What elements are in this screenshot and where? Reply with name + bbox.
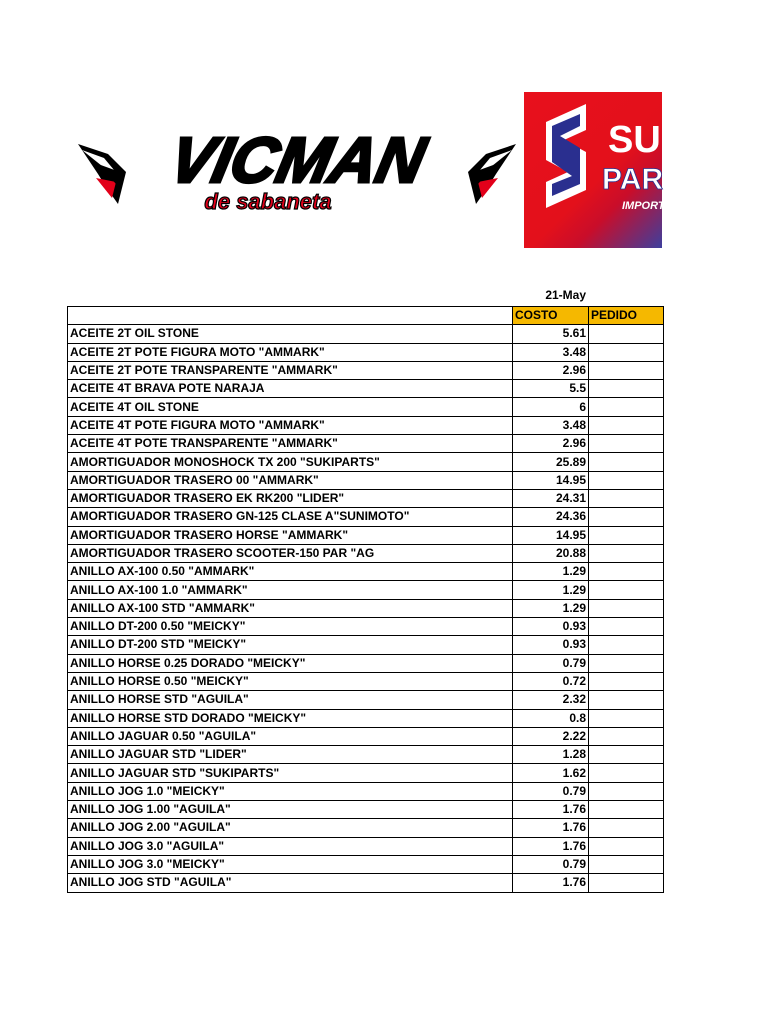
table-row <box>68 746 664 764</box>
product-description: ANILLO JOG 3.0 "AGUILA" <box>68 837 513 855</box>
order-quantity-cell[interactable] <box>589 782 664 800</box>
order-quantity-cell[interactable] <box>589 526 664 544</box>
product-description: ACEITE 2T POTE TRANSPARENTE "AMMARK" <box>68 361 513 379</box>
table-row <box>68 727 664 745</box>
product-description: ACEITE 4T POTE TRANSPARENTE "AMMARK" <box>68 435 513 453</box>
order-quantity-cell[interactable] <box>589 489 664 507</box>
order-quantity-cell[interactable] <box>589 471 664 489</box>
order-quantity-cell[interactable] <box>589 709 664 727</box>
suzuki-s-icon <box>546 104 586 208</box>
table-row <box>68 343 664 361</box>
product-description: ANILLO DT-200 0.50 "MEICKY" <box>68 618 513 636</box>
order-quantity-cell[interactable] <box>589 654 664 672</box>
order-quantity-cell[interactable] <box>589 764 664 782</box>
product-cost: 1.76 <box>513 874 589 892</box>
table-header-row <box>68 307 664 325</box>
product-cost: 1.28 <box>513 746 589 764</box>
product-cost: 1.76 <box>513 837 589 855</box>
product-cost: 24.31 <box>513 489 589 507</box>
order-quantity-cell[interactable] <box>589 361 664 379</box>
product-cost: 0.72 <box>513 672 589 690</box>
product-cost: 1.76 <box>513 801 589 819</box>
product-description: ANILLO JOG STD "AGUILA" <box>68 874 513 892</box>
table-row <box>68 471 664 489</box>
table-row <box>68 782 664 800</box>
product-description: ANILLO JAGUAR STD "SUKIPARTS" <box>68 764 513 782</box>
product-cost: 0.79 <box>513 855 589 873</box>
product-cost: 1.76 <box>513 819 589 837</box>
product-description: ANILLO AX-100 1.0 "AMMARK" <box>68 581 513 599</box>
table-row <box>68 855 664 873</box>
order-quantity-cell[interactable] <box>589 581 664 599</box>
table-row <box>68 819 664 837</box>
order-quantity-cell[interactable] <box>589 819 664 837</box>
table-row <box>68 380 664 398</box>
product-description: ANILLO JAGUAR 0.50 "AGUILA" <box>68 727 513 745</box>
product-description: ANILLO HORSE 0.25 DORADO "MEICKY" <box>68 654 513 672</box>
product-description: AMORTIGUADOR TRASERO EK RK200 "LIDER" <box>68 489 513 507</box>
product-description: ACEITE 4T POTE FIGURA MOTO "AMMARK" <box>68 416 513 434</box>
table-row <box>68 691 664 709</box>
product-description: AMORTIGUADOR MONOSHOCK TX 200 "SUKIPARTS" <box>68 453 513 471</box>
product-description: ANILLO JOG 1.00 "AGUILA" <box>68 801 513 819</box>
product-cost: 14.95 <box>513 471 589 489</box>
table-row <box>68 416 664 434</box>
order-quantity-cell[interactable] <box>589 398 664 416</box>
table-row <box>68 544 664 562</box>
product-cost: 0.79 <box>513 782 589 800</box>
table-row <box>68 508 664 526</box>
order-quantity-cell[interactable] <box>589 801 664 819</box>
wing-right-icon <box>468 144 516 204</box>
table-row <box>68 801 664 819</box>
product-cost: 3.48 <box>513 343 589 361</box>
order-quantity-cell[interactable] <box>589 380 664 398</box>
product-description: ACEITE 4T BRAVA POTE NARAJA <box>68 380 513 398</box>
product-description: ACEITE 2T OIL STONE <box>68 325 513 343</box>
order-quantity-cell[interactable] <box>589 618 664 636</box>
product-cost: 2.32 <box>513 691 589 709</box>
order-quantity-cell[interactable] <box>589 727 664 745</box>
product-description: AMORTIGUADOR TRASERO HORSE "AMMARK" <box>68 526 513 544</box>
table-row <box>68 489 664 507</box>
product-cost: 1.29 <box>513 581 589 599</box>
vicman-tagline: de sabaneta <box>204 189 332 214</box>
order-quantity-cell[interactable] <box>589 691 664 709</box>
table-row <box>68 435 664 453</box>
order-quantity-cell[interactable] <box>589 672 664 690</box>
price-date: 21-May <box>545 288 586 302</box>
product-description: ANILLO JOG 3.0 "MEICKY" <box>68 855 513 873</box>
sukiparts-line2: PAR <box>602 163 664 196</box>
product-description: AMORTIGUADOR TRASERO SCOOTER-150 PAR "AG <box>68 544 513 562</box>
product-cost: 0.79 <box>513 654 589 672</box>
product-description: ANILLO HORSE 0.50 "MEICKY" <box>68 672 513 690</box>
product-cost: 5.61 <box>513 325 589 343</box>
product-cost: 1.29 <box>513 599 589 617</box>
price-table <box>67 306 664 893</box>
product-cost: 1.62 <box>513 764 589 782</box>
table-row <box>68 563 664 581</box>
table-row <box>68 618 664 636</box>
product-cost: 24.36 <box>513 508 589 526</box>
product-description: ANILLO JOG 2.00 "AGUILA" <box>68 819 513 837</box>
vicman-logo <box>68 92 520 248</box>
product-cost: 1.29 <box>513 563 589 581</box>
order-quantity-cell[interactable] <box>589 544 664 562</box>
product-cost: 25.89 <box>513 453 589 471</box>
table-row <box>68 398 664 416</box>
table-row <box>68 581 664 599</box>
vicman-wordmark: VICMAN <box>163 123 432 196</box>
table-row <box>68 361 664 379</box>
table-row <box>68 654 664 672</box>
sukiparts-tagline: IMPORTA <box>622 200 672 212</box>
product-description: ANILLO AX-100 STD "AMMARK" <box>68 599 513 617</box>
header-cost: COSTO <box>513 307 589 325</box>
order-quantity-cell[interactable] <box>589 599 664 617</box>
table-row <box>68 672 664 690</box>
table-row <box>68 837 664 855</box>
order-quantity-cell[interactable] <box>589 636 664 654</box>
product-cost: 14.95 <box>513 526 589 544</box>
product-description: AMORTIGUADOR TRASERO 00 "AMMARK" <box>68 471 513 489</box>
product-cost: 20.88 <box>513 544 589 562</box>
table-row <box>68 599 664 617</box>
header-desc-cell <box>68 307 513 325</box>
product-description: ANILLO JOG 1.0 "MEICKY" <box>68 782 513 800</box>
order-quantity-cell[interactable] <box>589 453 664 471</box>
order-quantity-cell[interactable] <box>589 508 664 526</box>
wing-left-icon <box>78 144 126 204</box>
order-quantity-cell[interactable] <box>589 563 664 581</box>
header-order: PEDIDO <box>589 307 664 325</box>
product-description: ANILLO HORSE STD "AGUILA" <box>68 691 513 709</box>
order-quantity-cell[interactable] <box>589 837 664 855</box>
order-quantity-cell[interactable] <box>589 416 664 434</box>
product-description: ACEITE 4T OIL STONE <box>68 398 513 416</box>
table-row <box>68 709 664 727</box>
sukiparts-line1: SU <box>608 119 661 161</box>
order-quantity-cell[interactable] <box>589 874 664 892</box>
order-quantity-cell[interactable] <box>589 746 664 764</box>
product-cost: 6 <box>513 398 589 416</box>
product-cost: 2.96 <box>513 435 589 453</box>
product-description: ANILLO HORSE STD DORADO "MEICKY" <box>68 709 513 727</box>
product-cost: 5.5 <box>513 380 589 398</box>
product-cost: 0.93 <box>513 636 589 654</box>
order-quantity-cell[interactable] <box>589 325 664 343</box>
product-description: ACEITE 2T POTE FIGURA MOTO "AMMARK" <box>68 343 513 361</box>
product-cost: 0.8 <box>513 709 589 727</box>
product-description: AMORTIGUADOR TRASERO GN-125 CLASE A"SUNIMOTO" <box>68 508 513 526</box>
table-row <box>68 325 664 343</box>
table-row <box>68 636 664 654</box>
order-quantity-cell[interactable] <box>589 435 664 453</box>
order-quantity-cell[interactable] <box>589 343 664 361</box>
table-row <box>68 874 664 892</box>
table-row <box>68 453 664 471</box>
product-cost: 2.96 <box>513 361 589 379</box>
sukiparts-logo <box>524 92 672 248</box>
product-description: ANILLO AX-100 0.50 "AMMARK" <box>68 563 513 581</box>
order-quantity-cell[interactable] <box>589 855 664 873</box>
product-cost: 2.22 <box>513 727 589 745</box>
product-description: ANILLO DT-200 STD "MEICKY" <box>68 636 513 654</box>
table-row <box>68 764 664 782</box>
product-cost: 0.93 <box>513 618 589 636</box>
product-description: ANILLO JAGUAR STD "LIDER" <box>68 746 513 764</box>
product-cost: 3.48 <box>513 416 589 434</box>
table-row <box>68 526 664 544</box>
